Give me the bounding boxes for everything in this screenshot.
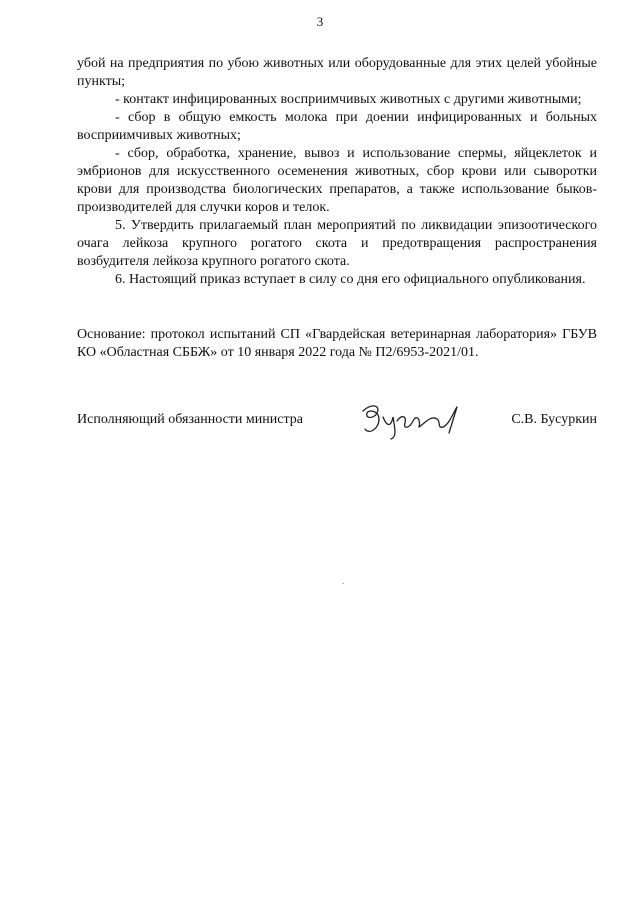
paragraph-sperm: - сбор, обработка, хранение, вывоз и использование спермы, яйцеклеток и эмбрионов для искусственного осеменения животных, сбор крови или сыворотки крови для производства биологических препаратов, а также использование быков-производителей для случки коров и телок. xyxy=(77,146,597,215)
paragraph-item-5: 5. Утвердить прилагаемый план мероприятий по ликвидации эпизоотического очага лейкоза крупного рогатого скота и предотвращения распространения возбудителя лейкоза крупного рогатого скота. xyxy=(77,218,597,269)
signature-block xyxy=(77,411,597,441)
signer-name: С.В. Бусуркин xyxy=(511,412,597,427)
scan-speck xyxy=(342,583,344,584)
paragraph-item-6: 6. Настоящий приказ вступает в силу со дня его официального опубликования. xyxy=(115,272,586,287)
paragraph-contact: - контакт инфицированных восприимчивых животных с другими животными; xyxy=(115,92,582,107)
basis-text: Основание: протокол испытаний СП «Гвардейская ветеринарная лаборатория» ГБУВ КО «Областная СББЖ» от 10 января 2022 года № П2/6953-2021/01. xyxy=(77,327,597,360)
page-number: 3 xyxy=(316,14,324,29)
handwritten-signature-icon xyxy=(357,399,467,441)
body-text xyxy=(77,55,597,289)
paragraph-milk: - сбор в общую емкость молока при доении инфицированных и больных восприимчивых животных; xyxy=(77,110,597,143)
paragraph-slaughter: убой на предприятия по убою животных или оборудованные для этих целей убойные пункты; xyxy=(77,56,597,89)
signer-title: Исполняющий обязанности министра xyxy=(77,412,303,427)
